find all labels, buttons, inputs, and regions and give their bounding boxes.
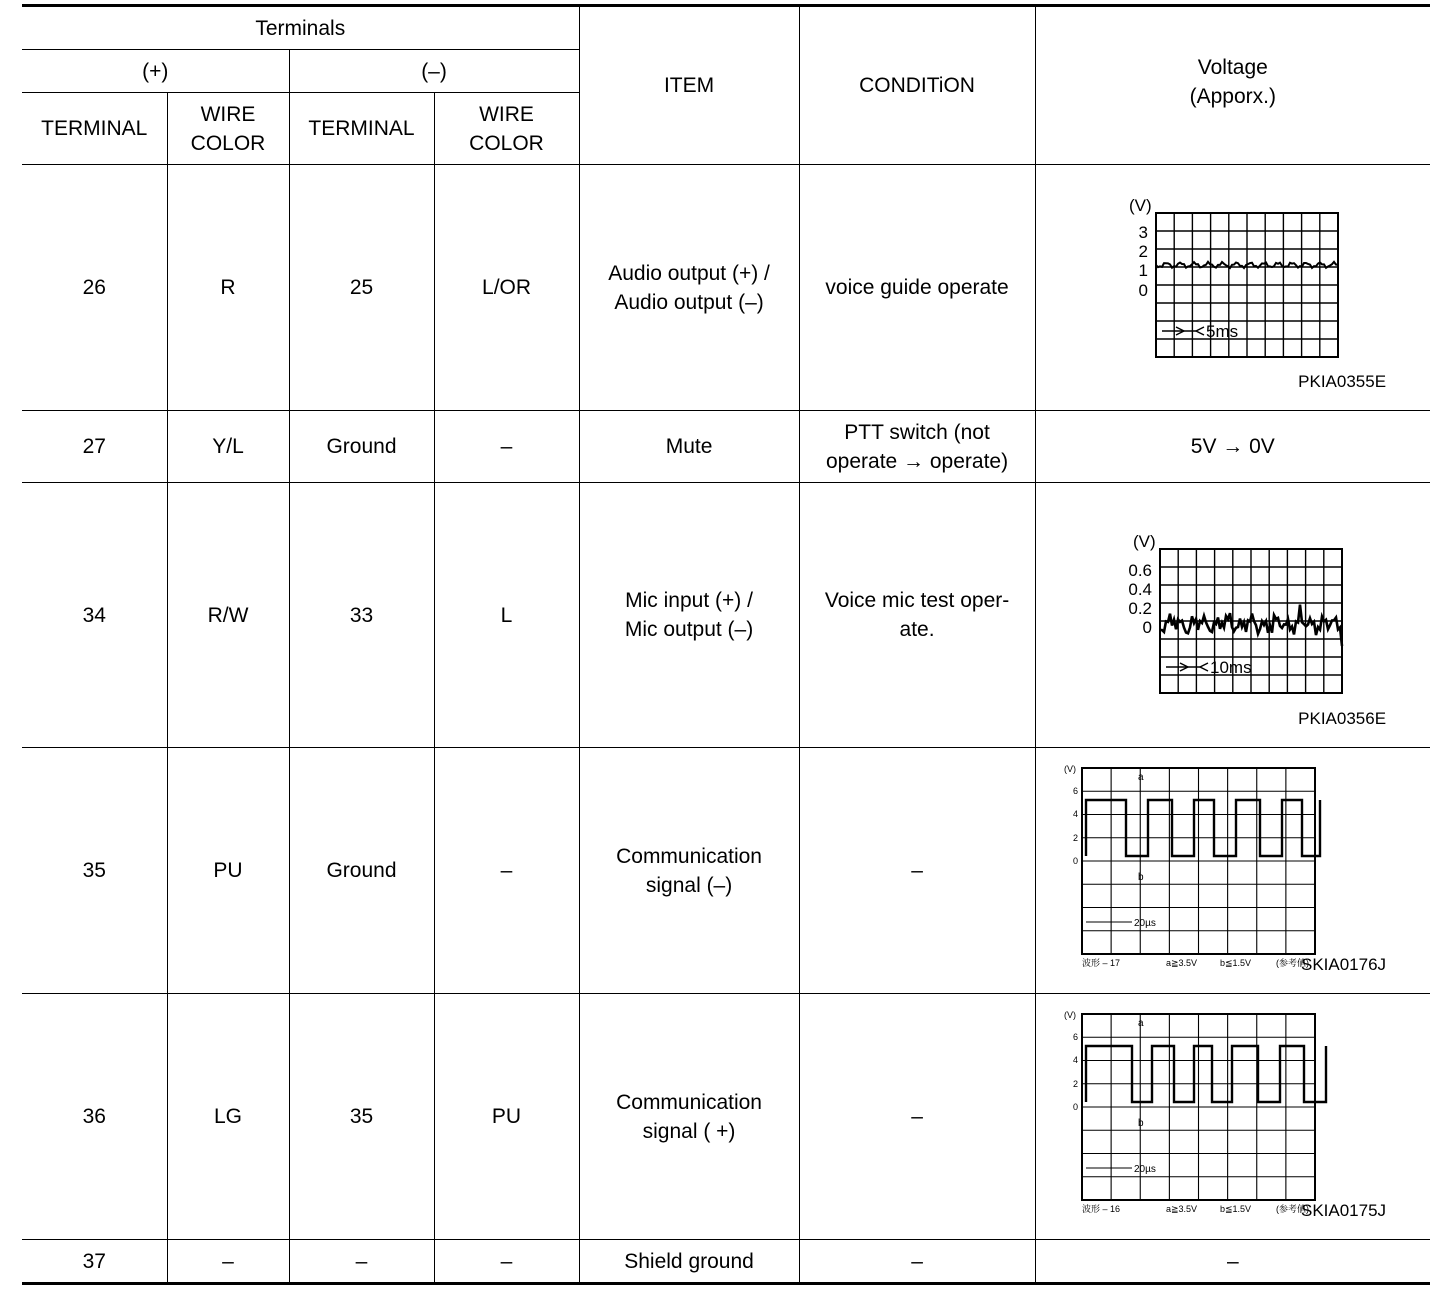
item-text-line1: Shield ground [624, 1249, 754, 1273]
figure-code: SKIA0175J [1300, 1201, 1387, 1220]
condition-text-line1: – [911, 859, 923, 882]
condition-text-line1: voice guide operate [825, 276, 1009, 299]
y-tick-label: 2 [1072, 833, 1078, 843]
oscilloscope-waveform [1036, 994, 1431, 1239]
item-text-line1: Communication [616, 844, 762, 868]
pos-wire-color-cell: R [167, 165, 289, 411]
plus-header: (+) [22, 50, 289, 93]
neg-terminal-header: TERMINAL [289, 93, 434, 165]
voltage-header [1035, 6, 1430, 165]
neg-wire-color-cell: L [434, 483, 579, 748]
footer-wave-id: 波形 – 17 [1081, 958, 1120, 968]
figure-code: PKIA0355E [1298, 372, 1387, 391]
minus-header: (–) [289, 50, 579, 93]
y-tick-label: 1 [1138, 261, 1148, 280]
y-tick-label: 4 [1072, 1055, 1078, 1065]
footer-b-threshold: b≦1.5V [1219, 1204, 1251, 1214]
pos-terminal-cell: 26 [22, 165, 167, 411]
item-text-line1: Communication [616, 1090, 762, 1114]
footer-b-threshold: b≦1.5V [1219, 958, 1251, 968]
y-tick-label: 0.6 [1127, 561, 1152, 580]
item-text-line1: Mic input (+) / [625, 589, 753, 612]
voltage-cell [1035, 483, 1430, 748]
item-header: ITEM [579, 6, 799, 165]
neg-terminal-cell: Ground [289, 748, 434, 994]
time-div-label: 5ms [1205, 322, 1238, 341]
item-text-line2: Audio output (–) [614, 290, 764, 314]
voltage-cell [1035, 748, 1430, 994]
oscilloscope-waveform [1036, 483, 1431, 747]
y-unit-label: (V) [1132, 532, 1156, 551]
time-div-label: 10ms [1209, 658, 1252, 677]
item-cell [579, 411, 799, 483]
pos-terminal-cell: 34 [22, 483, 167, 748]
y-tick-label: 0.4 [1127, 580, 1152, 599]
y-unit-label: (V) [1063, 764, 1076, 774]
neg-wire-color-cell: – [434, 1240, 579, 1284]
neg-wire-color-header: WIRE COLOR [434, 93, 579, 165]
item-cell [579, 748, 799, 994]
condition-cell [799, 1240, 1035, 1284]
condition-header: CONDITiON [799, 6, 1035, 165]
footer-a-threshold: a≧3.5V [1165, 958, 1197, 968]
voltage-cell [1035, 994, 1430, 1240]
y-tick-label: 0 [1072, 1102, 1078, 1112]
time-div-label: 20µs [1133, 918, 1156, 929]
table-row [22, 165, 1430, 411]
figure-code: PKIA0356E [1298, 709, 1387, 728]
footer-a-threshold: a≧3.5V [1165, 1204, 1197, 1214]
item-text-line1: Audio output (+) / [608, 261, 770, 285]
time-div-label: 20µs [1133, 1164, 1156, 1175]
pos-wire-color-cell: LG [167, 994, 289, 1240]
neg-wire-color-cell: – [434, 748, 579, 994]
condition-cell [799, 411, 1035, 483]
y-tick-label: 4 [1072, 809, 1078, 819]
neg-terminal-cell: 25 [289, 165, 434, 411]
table-row [22, 994, 1430, 1240]
label-a: a [1137, 1018, 1144, 1029]
y-tick-label: 2 [1138, 242, 1148, 261]
y-tick-label: 2 [1072, 1079, 1078, 1089]
item-cell [579, 483, 799, 748]
condition-text-line2: ate. [899, 618, 935, 641]
item-text-line1: Mute [665, 435, 713, 458]
y-unit-label: (V) [1128, 196, 1152, 215]
pos-wire-color-cell: R/W [167, 483, 289, 748]
condition-cell [799, 994, 1035, 1240]
pos-terminal-cell: 36 [22, 994, 167, 1240]
pos-wire-color-header: WIRE COLOR [167, 93, 289, 165]
neg-terminal-cell: 33 [289, 483, 434, 748]
y-tick-label: 0 [1138, 281, 1148, 300]
condition-text-line1: – [911, 1105, 923, 1128]
y-tick-label: 3 [1138, 223, 1148, 242]
terminal-spec-table [22, 4, 1430, 1285]
signal-trace [1086, 800, 1320, 856]
condition-text-line1: – [911, 1249, 923, 1273]
label-b: b [1137, 1118, 1144, 1129]
table-row [22, 411, 1430, 483]
neg-wire-color-cell: – [434, 411, 579, 483]
footer-wave-id: 波形 – 16 [1081, 1204, 1120, 1214]
condition-text-line1: PTT switch (not [844, 420, 990, 444]
neg-terminal-cell: – [289, 1240, 434, 1284]
item-cell [579, 165, 799, 411]
neg-wire-color-cell: L/OR [434, 165, 579, 411]
pos-wire-color-cell: Y/L [167, 411, 289, 483]
pos-wire-color-cell: PU [167, 748, 289, 994]
voltage-cell [1035, 165, 1430, 411]
figure-code: SKIA0176J [1300, 955, 1387, 974]
condition-text-line2: operate → operate) [825, 449, 1009, 473]
terminals-header: Terminals [22, 6, 579, 50]
item-text-line2: signal ( +) [642, 1119, 736, 1143]
condition-cell [799, 483, 1035, 748]
condition-cell [799, 748, 1035, 994]
y-tick-label: 6 [1072, 786, 1078, 796]
pos-terminal-header: TERMINAL [22, 93, 167, 165]
y-tick-label: 0 [1072, 856, 1078, 866]
oscilloscope-waveform [1036, 748, 1431, 993]
item-text-line2: Mic output (–) [624, 618, 754, 641]
voltage-header-line1: Voltage [1197, 56, 1268, 79]
y-tick-label: 0.2 [1127, 599, 1152, 618]
table-row [22, 1240, 1430, 1284]
y-unit-label: (V) [1063, 1010, 1076, 1020]
signal-trace [1086, 1046, 1326, 1102]
y-tick-label: 0 [1142, 618, 1152, 637]
condition-text-line1: Voice mic test oper- [824, 589, 1010, 612]
label-a: a [1137, 772, 1144, 783]
pos-wire-color-cell: – [167, 1240, 289, 1284]
voltage-cell: 5V → 0V [1035, 411, 1430, 483]
item-cell [579, 994, 799, 1240]
pos-terminal-cell: 27 [22, 411, 167, 483]
oscilloscope-waveform [1036, 165, 1431, 410]
table-row [22, 748, 1430, 994]
condition-cell [799, 165, 1035, 411]
neg-terminal-cell: 35 [289, 994, 434, 1240]
footer-reference: (参考値) [1275, 1204, 1309, 1214]
neg-terminal-cell: Ground [289, 411, 434, 483]
pos-terminal-cell: 37 [22, 1240, 167, 1284]
voltage-header-line2: (Apporx.) [1189, 85, 1276, 108]
neg-wire-color-cell: PU [434, 994, 579, 1240]
pos-terminal-cell: 35 [22, 748, 167, 994]
label-b: b [1137, 872, 1144, 883]
footer-reference: (参考値) [1275, 958, 1309, 968]
table-row [22, 483, 1430, 748]
item-cell [579, 1240, 799, 1284]
voltage-cell: – [1035, 1240, 1430, 1284]
item-text-line2: signal (–) [645, 873, 733, 897]
y-tick-label: 6 [1072, 1032, 1078, 1042]
